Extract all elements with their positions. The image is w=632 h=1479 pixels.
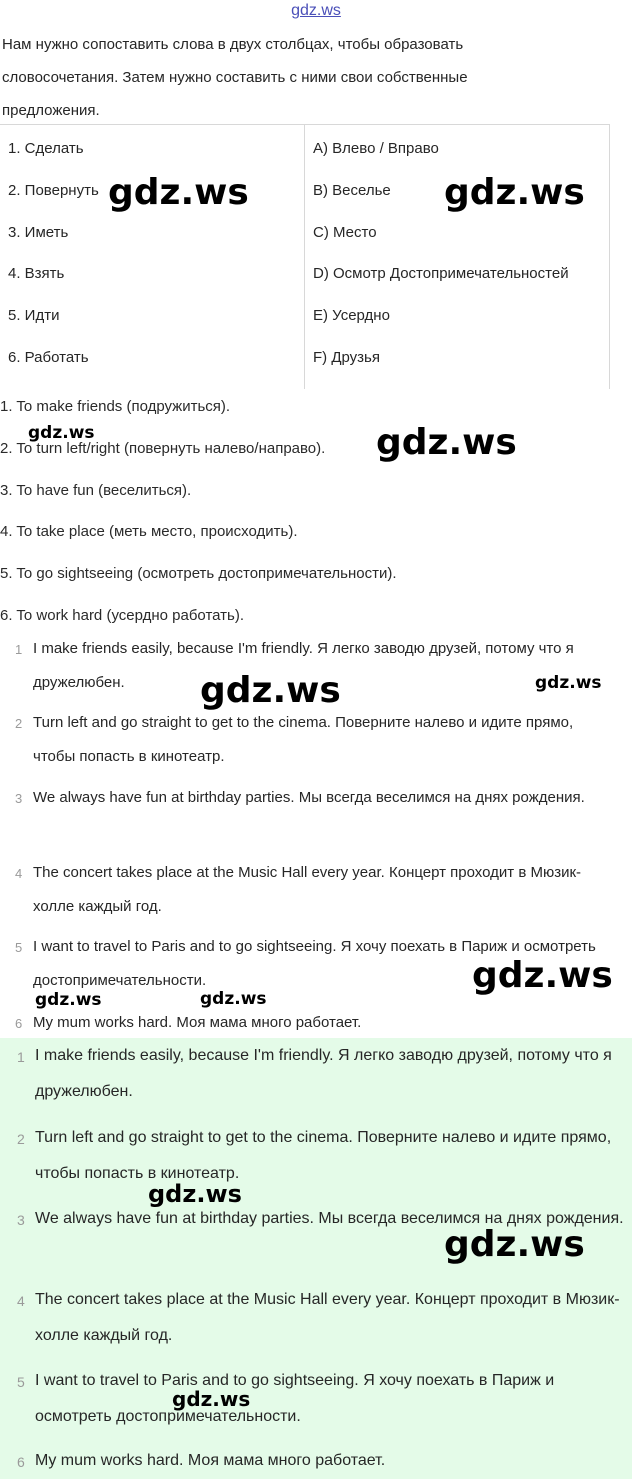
watermark: gdz.ws [35,990,102,1010]
list-number: 3 [15,791,23,806]
table-cell-right: A) Влево / Вправо [313,140,439,157]
matching-table [0,124,610,389]
list-number: 1 [17,1049,25,1065]
table-cell-right: B) Веселье [313,182,391,199]
list-item [0,1363,632,1439]
sentence-text: My mum works hard. Моя мама много работает. [33,1014,362,1031]
sentence-text: We always have fun at birthday parties. Мы всегда веселимся на днях рождения. [35,1210,624,1227]
list-item [0,856,632,928]
combination-item: 5. To go sightseeing (осмотреть достопримечательности). [0,565,397,582]
combination-item: 4. To take place (меть место, происходить). [0,523,298,540]
table-cell-right: F) Друзья [313,349,380,366]
sentence-text: I make friends easily, because I'm friendly. Я легко заводю друзей, потому что я дружелюбен. [35,1047,612,1100]
table-cell-left: 1. Сделать [8,140,84,157]
list-number: 2 [17,1131,25,1147]
sentence-text: The concert takes place at the Music Hall every year. Концерт проходит в Мюзик-холле каждый год. [35,1291,620,1344]
list-number: 6 [17,1454,25,1470]
watermark: gdz.ws [108,172,249,213]
list-item [0,706,632,778]
table-cell-right: C) Место [313,224,377,241]
sentence-text: I want to travel to Paris and to go sightseeing. Я хочу поехать в Париж и осмотреть достопримечательности. [33,938,596,989]
watermark: gdz.ws [444,172,585,213]
list-item [0,1443,632,1479]
watermark: gdz.ws [200,670,341,711]
watermark: gdz.ws [200,989,267,1009]
sentence-text: I make friends easily, because I'm friendly. Я легко заводю друзей, потому что я дружелюбен. [33,640,574,691]
list-number: 3 [17,1212,25,1228]
table-cell-left: 5. Идти [8,307,60,324]
watermark: gdz.ws [148,1180,242,1208]
list-item [0,781,632,853]
table-cell-left: 3. Иметь [8,224,69,241]
list-item [0,1038,632,1114]
list-number: 4 [17,1293,25,1309]
sentence-text: I want to travel to Paris and to go sightseeing. Я хочу поехать в Париж и осмотреть достопримечательности. [35,1372,555,1425]
watermark: gdz.ws [172,1387,251,1411]
task-intro: Нам нужно сопоставить слова в двух столбцах, чтобы образовать словосочетания. Затем нужно составить с ними свои собственные предложения. [2,36,468,119]
table-cell-left: 2. Повернуть [8,182,99,199]
watermark: gdz.ws [535,673,602,693]
list-item [0,1006,632,1040]
table-cell-left: 4. Взять [8,265,65,282]
sentence-text: My mum works hard. Моя мама много работает. [35,1452,386,1469]
header-link[interactable]: gdz.ws [291,2,341,19]
combination-item: 2. To turn left/right (повернуть налево/направо). [0,440,326,457]
watermark: gdz.ws [472,955,613,996]
table-column-divider [304,125,305,389]
watermark: gdz.ws [376,422,517,463]
list-number: 6 [15,1016,23,1031]
list-item [0,1282,632,1358]
list-number: 4 [15,866,23,881]
list-number: 2 [15,716,23,731]
sentence-text: The concert takes place at the Music Hall every year. Концерт проходит в Мюзик-холле каждый год. [33,864,582,915]
sentence-text: Turn left and go straight to get to the cinema. Поверните налево и идите прямо, чтобы попасть в кинотеатр. [33,714,574,765]
combination-item: 6. To work hard (усердно работать). [0,607,245,624]
list-number: 1 [15,642,23,657]
list-item [0,1120,632,1196]
list-number: 5 [17,1374,25,1390]
list-number: 5 [15,940,23,955]
table-cell-right: D) Осмотр Достопримечательностей [313,265,569,282]
watermark: gdz.ws [444,1224,585,1265]
sentence-text: We always have fun at birthday parties. Мы всегда веселимся на днях рождения. [33,789,585,806]
watermark: gdz.ws [28,423,95,443]
sentence-text: Turn left and go straight to get to the cinema. Поверните налево и идите прямо, чтобы попасть в кинотеатр. [35,1129,612,1182]
combination-item: 3. To have fun (веселиться). [0,482,192,499]
table-cell-right: E) Усердно [313,307,390,324]
table-cell-left: 6. Работать [8,349,89,366]
combination-item: 1. To make friends (подружиться). [0,398,231,415]
